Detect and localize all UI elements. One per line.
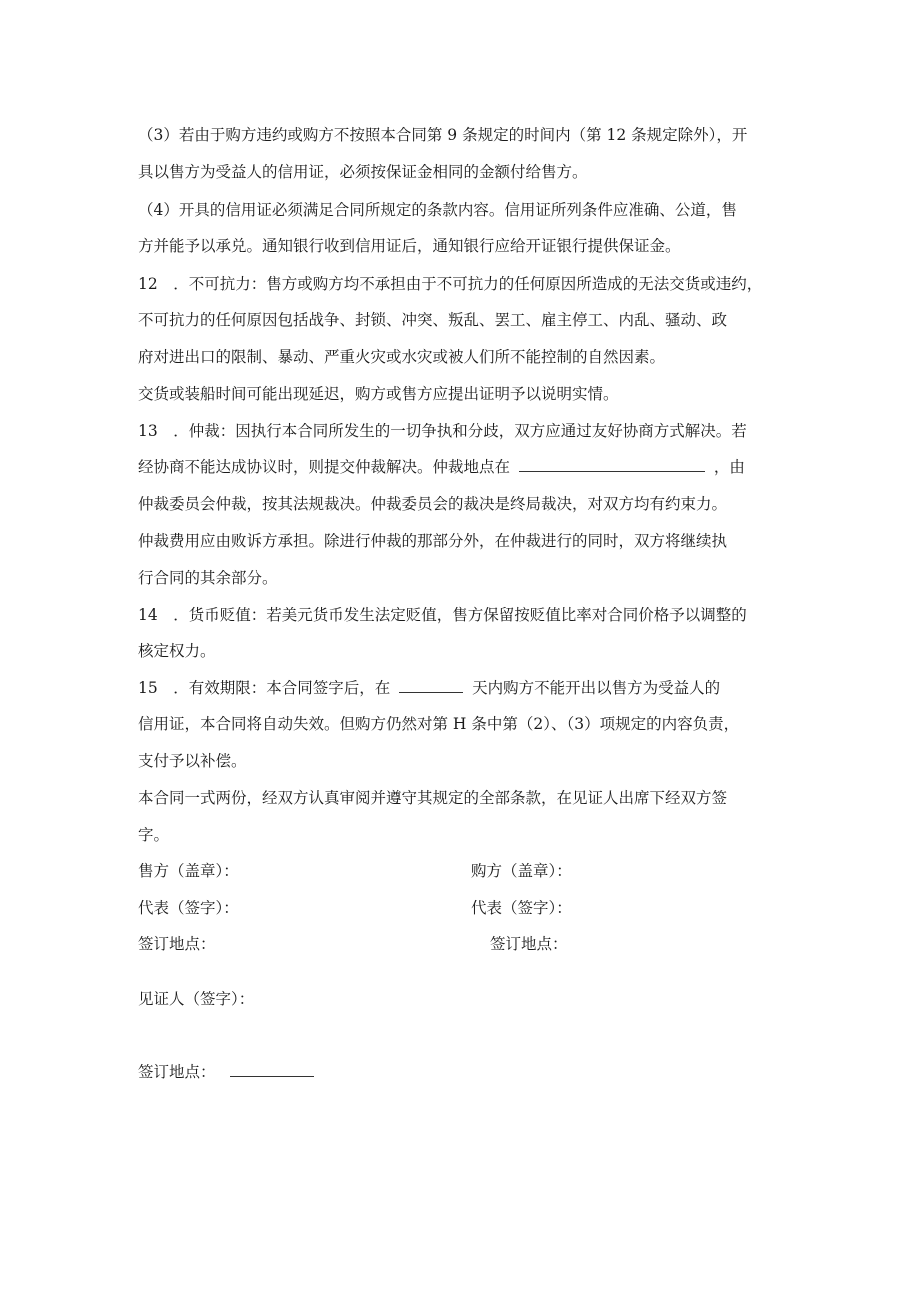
- clause-15-line-1: [138, 678, 720, 698]
- witness-place-line: [138, 1062, 314, 1082]
- arbitration-place-blank[interactable]: [519, 457, 705, 472]
- clause-15-line-2: 信用证，本合同将自动失效。但购方仍然对第 H 条中第（2）、（3）项规定的内容负责，: [138, 715, 740, 733]
- clause-13-line-1: 13 ．仲裁：因执行本合同所发生的一切争执和分歧，双方应通过友好协商方式解决。若: [138, 422, 747, 440]
- clause-11-item-4-line-2: 方并能予以承兑。通知银行收到信用证后，通知银行应给开证银行提供保证金。: [138, 237, 681, 255]
- clause-13-line-2-text: 经协商不能达成协议时，则提交仲裁解决。仲裁地点在: [138, 458, 511, 476]
- clause-12-line-4: 交货或装船时间可能出现延迟，购方或售方应提出证明予以说明实情。: [138, 385, 619, 403]
- clause-15-line-1-suffix: 天内购方不能开出以售方为受益人的: [472, 679, 721, 697]
- closing-line-2: 字。: [138, 826, 170, 844]
- clause-12-line-3: 府对进出口的限制、暴动、严重火灾或水灾或被人们所不能控制的自然因素。: [138, 348, 666, 366]
- clause-15-line-3: 支付予以补偿。: [138, 752, 247, 770]
- seller-rep-label: 代表（签字）：: [138, 899, 239, 917]
- clause-14-line-1: 14 ．货币贬值：若美元货币发生法定贬值，售方保留按贬值比率对合同价格予以调整的: [138, 606, 747, 624]
- seller-seal-label: 售方（盖章）：: [138, 862, 239, 880]
- clause-15-line-1-text: 15 ．有效期限：本合同签字后，在: [138, 679, 391, 697]
- clause-11-item-3-line-2: 具以售方为受益人的信用证，必须按保证金相同的金额付给售方。: [138, 163, 588, 181]
- witness-place-label: 签订地点：: [138, 1063, 216, 1081]
- clause-13-line-2-suffix: ，由: [713, 458, 745, 476]
- clause-13-line-4: 仲裁费用应由败诉方承担。除进行仲裁的那部分外，在仲裁进行的同时，双方将继续执: [138, 532, 728, 550]
- clause-11-item-4-line-1: （4）开具的信用证必须满足合同所规定的条款内容。信用证所列条件应准确、公道，售: [138, 201, 737, 219]
- seller-place-label: 签订地点：: [138, 935, 216, 953]
- buyer-rep-label: 代表（签字）：: [471, 899, 572, 917]
- clause-13-line-2: [138, 457, 745, 477]
- clause-12-line-1: 12 ．不可抗力：售方或购方均不承担由于不可抗力的任何原因所造成的无法交货或违约，: [138, 275, 763, 293]
- closing-line-1: 本合同一式两份，经双方认真审阅并遵守其规定的全部条款，在见证人出席下经双方签: [138, 789, 728, 807]
- clause-11-item-3-line-1: （3）若由于购方违约或购方不按照本合同第 9 条规定的时间内（第 12 条规定除外），开: [138, 126, 748, 144]
- validity-days-blank[interactable]: [399, 678, 463, 693]
- clause-13-line-3: 仲裁委员会仲裁，按其法规裁决。仲裁委员会的裁决是终局裁决，对双方均有约束力。: [138, 495, 728, 513]
- witness-place-blank[interactable]: [230, 1062, 314, 1077]
- clause-13-line-5: 行合同的其余部分。: [138, 569, 278, 587]
- buyer-place-label: 签订地点：: [490, 935, 568, 953]
- buyer-seal-label: 购方（盖章）：: [471, 862, 572, 880]
- clause-14-line-2: 核定权力。: [138, 642, 216, 660]
- witness-label: 见证人（签字）：: [138, 990, 255, 1008]
- clause-12-line-2: 不可抗力的任何原因包括战争、封锁、冲突、叛乱、罢工、雇主停工、内乱、骚动、政: [138, 311, 728, 329]
